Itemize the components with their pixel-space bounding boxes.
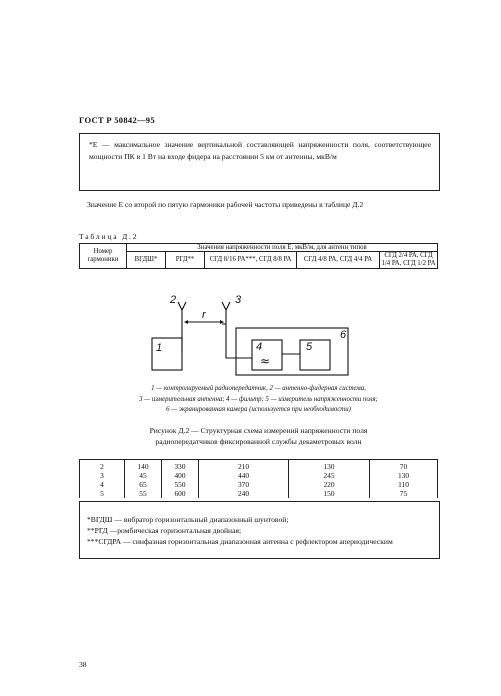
table-row bbox=[80, 462, 438, 471]
note-text: *Е — максимальное значение вертикальной составляющей напряженности поля, соответствующее мощности ПК в 1 Вт на входе фидера на расстоянии 5 км от антенны, мкВ/м bbox=[89, 140, 431, 161]
figure-caption bbox=[79, 426, 438, 447]
cell: 140 bbox=[125, 462, 162, 471]
cell: 110 bbox=[370, 480, 438, 489]
intro-paragraph: Значение Е со второй по пятую гармоники рабочей частоты приведены в таблице Д.2 bbox=[87, 200, 364, 209]
cell: 130 bbox=[370, 471, 438, 480]
header-vgdsh: ВГДШ* bbox=[127, 252, 166, 269]
cell: 245 bbox=[289, 471, 370, 480]
legend-line: 1 — контролируемый радиопередатчик, 2 — антенно-фидерная система, bbox=[151, 385, 366, 392]
cell: 2 bbox=[80, 462, 125, 471]
cell: 4 bbox=[80, 480, 125, 489]
table-title: Таблица Д.2 bbox=[79, 232, 139, 241]
cell: 210 bbox=[199, 462, 289, 471]
cell: 130 bbox=[289, 462, 370, 471]
cell: 75 bbox=[370, 489, 438, 498]
note-box bbox=[79, 133, 440, 191]
data-table bbox=[79, 459, 438, 498]
cell: 330 bbox=[162, 462, 199, 471]
table-header bbox=[79, 243, 438, 269]
header-sgd-4: СГД 4/8 РА, СГД 4/4 РА bbox=[297, 252, 380, 269]
cell: 55 bbox=[125, 489, 162, 498]
header-rgd: РГД** bbox=[166, 252, 205, 269]
header-sgd-8: СГД 8/16 РА***, СГД 8/8 РА bbox=[205, 252, 297, 269]
caption-line: Рисунок Д.2 — Структурная схема измерений напряженности поля bbox=[149, 426, 368, 435]
document-header: ГОСТ Р 50842—95 bbox=[79, 115, 155, 125]
table-row bbox=[80, 471, 438, 480]
block-5-meter bbox=[300, 340, 330, 370]
filter-symbol: ≈ bbox=[260, 354, 271, 368]
figure-legend bbox=[79, 384, 438, 416]
page-number: 38 bbox=[79, 660, 87, 669]
label-4: 4 bbox=[256, 341, 263, 353]
table-row bbox=[80, 489, 438, 498]
antenna-2-symbol bbox=[178, 302, 186, 310]
label-r: r bbox=[202, 309, 206, 321]
cell: 440 bbox=[199, 471, 289, 480]
cell: 600 bbox=[162, 489, 199, 498]
header-group: Значения напряженности поля Е, мкВ/м, для антенн типов bbox=[127, 244, 438, 252]
cell: 240 bbox=[199, 489, 289, 498]
cell: 220 bbox=[289, 480, 370, 489]
label-3: 3 bbox=[235, 294, 242, 306]
cell: 3 bbox=[80, 471, 125, 480]
cell: 45 bbox=[125, 471, 162, 480]
table-row bbox=[80, 480, 438, 489]
label-5: 5 bbox=[306, 341, 313, 353]
block-diagram bbox=[140, 290, 360, 380]
label-1: 1 bbox=[156, 342, 163, 354]
antenna-3-symbol bbox=[222, 302, 230, 310]
header-harmonic-number: Номер гармоники bbox=[80, 244, 127, 269]
cell: 370 bbox=[199, 480, 289, 489]
cell: 70 bbox=[370, 462, 438, 471]
cell: 5 bbox=[80, 489, 125, 498]
footnotes-box bbox=[79, 501, 440, 559]
cell: 65 bbox=[125, 480, 162, 489]
footnote: *ВГДШ — вибратор горизонтальный диапазонный шунтовой; bbox=[87, 515, 289, 524]
footnote: **РГД —ромбическая горизонтальная двойная; bbox=[87, 526, 242, 535]
cell: 400 bbox=[162, 471, 199, 480]
caption-line: радиопередатчиков фиксированной службы декаметровых волн bbox=[155, 436, 362, 446]
label-6: 6 bbox=[340, 329, 347, 341]
legend-line: 3 — измерительная антенна; 4 — фильтр; 5 — измеритель напряженности поля; bbox=[139, 395, 378, 403]
legend-line: 6 — экранированная камера (используется при необходимости) bbox=[166, 406, 351, 413]
block-6-chamber bbox=[236, 328, 348, 375]
header-sgd-2: СГД 2/4 РА, СГД 1/4 РА, СГД 1/2 РА bbox=[381, 252, 436, 267]
footnote: ***СГДРА — синфазная горизонтальная диапазонная антенна с рефлектором апериодическим bbox=[87, 537, 393, 546]
cell: 550 bbox=[162, 480, 199, 489]
label-2: 2 bbox=[170, 294, 177, 306]
cell: 150 bbox=[289, 489, 370, 498]
